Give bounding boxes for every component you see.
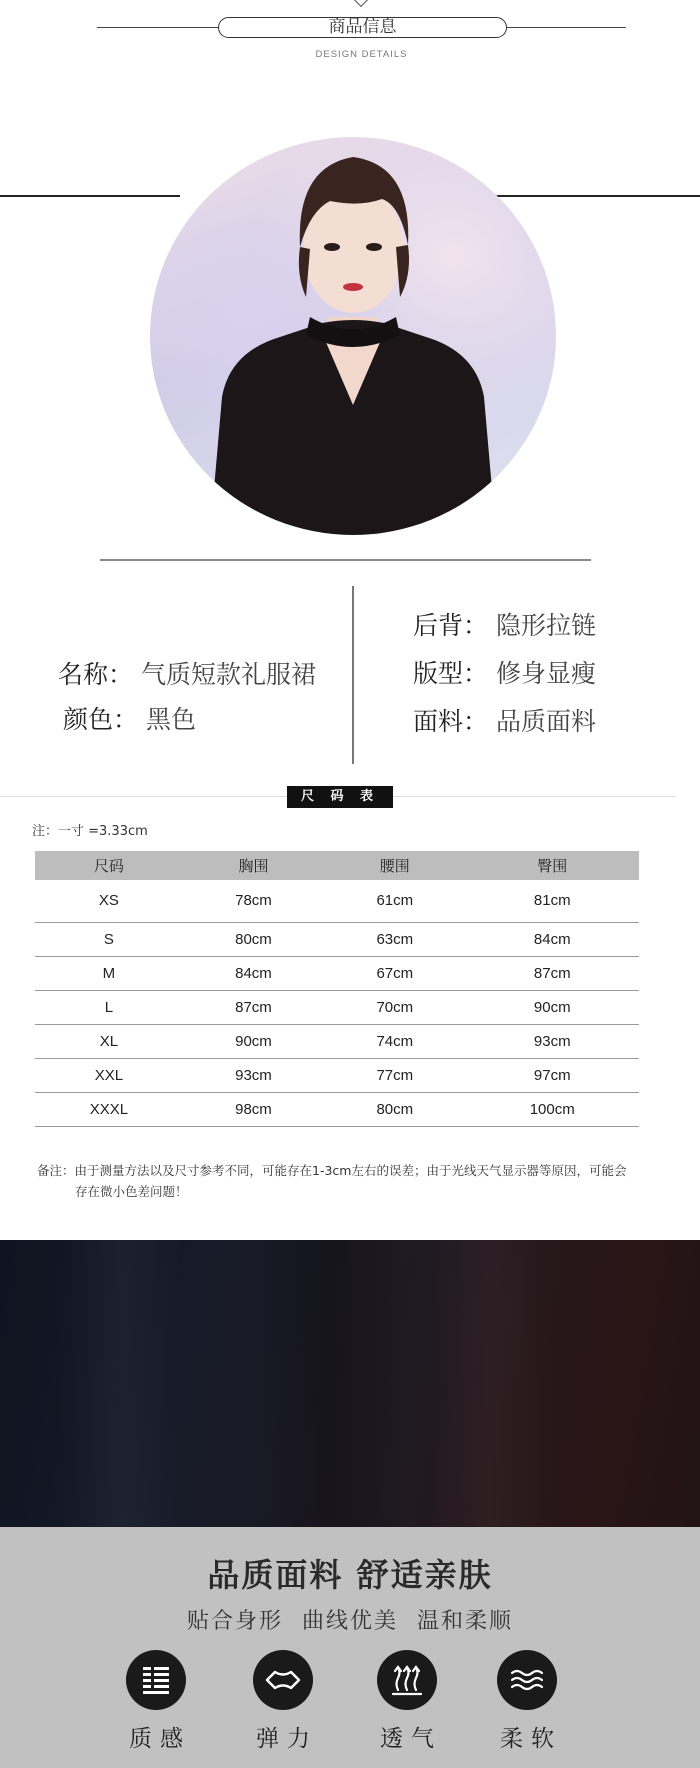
info-fabric-label: 面料：	[413, 707, 489, 736]
info-back	[413, 606, 596, 642]
table-row	[35, 1024, 639, 1058]
cell-bust: 98cm	[183, 1092, 324, 1126]
cell-bust: 78cm	[183, 880, 324, 922]
fabric-title: 品质面料 舒适亲肤	[207, 1556, 493, 1594]
feature-texture-label: 质感	[129, 1726, 191, 1752]
breathable-icon	[377, 1650, 437, 1710]
model-portrait-image	[150, 137, 556, 535]
info-divider	[352, 586, 354, 764]
feature-soft-label: 柔软	[500, 1726, 562, 1752]
cell-size: XS	[35, 880, 183, 922]
header-line-right	[505, 27, 626, 28]
header-hip: 臀围	[465, 851, 639, 880]
table-row	[35, 990, 639, 1024]
table-row	[35, 956, 639, 990]
size-note: 注：一寸 =3.33cm	[32, 824, 148, 839]
header-bust: 胸围	[183, 851, 324, 880]
cell-hip: 100cm	[465, 1092, 639, 1126]
feature-soft	[472, 1650, 582, 1753]
cell-hip: 87cm	[465, 956, 639, 990]
cell-size: XL	[35, 1024, 183, 1058]
size-table-header	[35, 851, 639, 880]
info-name	[58, 655, 316, 691]
info-color-value: 黑色	[146, 705, 197, 734]
cell-waist: 80cm	[324, 1092, 465, 1126]
disclaimer-line-1: 备注：由于测量方法以及尺寸参考不同，可能存在1-3cm左右的误差；由于光线天气显示器等原因，可能会	[37, 1163, 627, 1178]
cell-size: S	[35, 922, 183, 956]
info-name-label: 名称：	[58, 660, 134, 689]
cell-bust: 93cm	[183, 1058, 324, 1092]
table-row	[35, 1058, 639, 1092]
table-row	[35, 922, 639, 956]
cell-bust: 90cm	[183, 1024, 324, 1058]
table-row	[35, 1092, 639, 1126]
cell-waist: 70cm	[324, 990, 465, 1024]
cell-hip: 90cm	[465, 990, 639, 1024]
header-line-left	[97, 27, 220, 28]
cell-waist: 77cm	[324, 1058, 465, 1092]
info-fit	[413, 654, 596, 690]
section-title-pill	[218, 17, 507, 38]
cell-waist: 74cm	[324, 1024, 465, 1058]
feature-texture	[101, 1650, 211, 1753]
header-waist: 腰围	[324, 851, 465, 880]
feature-breathable-label: 透气	[380, 1726, 442, 1752]
info-fit-value: 修身显瘦	[496, 659, 597, 688]
cell-waist: 61cm	[324, 880, 465, 922]
info-fabric	[413, 702, 596, 738]
section-divider	[100, 559, 591, 561]
info-back-value: 隐形拉链	[496, 611, 597, 640]
cell-size: XXL	[35, 1058, 183, 1092]
texture-icon	[126, 1650, 186, 1710]
table-row	[35, 880, 639, 922]
fabric-fold	[430, 1240, 550, 1540]
cell-bust: 80cm	[183, 922, 324, 956]
cell-waist: 67cm	[324, 956, 465, 990]
size-table	[35, 851, 639, 1127]
section-title: 商品信息	[328, 17, 397, 37]
cell-hip: 81cm	[465, 880, 639, 922]
section-subtitle: DESIGN DETAILS	[315, 49, 408, 60]
info-fit-label: 版型：	[413, 659, 489, 688]
fabric-subtitle: 贴合身形 曲线优美 温和柔顺	[187, 1609, 513, 1634]
diamond-ornament-icon	[354, 0, 368, 7]
feature-breathable	[352, 1650, 462, 1753]
cell-hip: 93cm	[465, 1024, 639, 1058]
info-back-label: 后背：	[413, 611, 489, 640]
feature-stretch	[228, 1650, 338, 1753]
info-fabric-value: 品质面料	[496, 707, 597, 736]
cell-hip: 97cm	[465, 1058, 639, 1092]
info-color	[63, 700, 196, 736]
size-chart-title: 尺 码 表	[287, 786, 393, 808]
header-size: 尺码	[35, 851, 183, 880]
cell-size: M	[35, 956, 183, 990]
cell-bust: 84cm	[183, 956, 324, 990]
soft-icon	[497, 1650, 557, 1710]
fabric-fold	[60, 1240, 180, 1540]
cell-waist: 63cm	[324, 922, 465, 956]
disclaimer-line-2: 存在微小色差问题！	[75, 1184, 188, 1199]
disclaimer	[37, 1160, 667, 1202]
cell-hip: 84cm	[465, 922, 639, 956]
stretch-icon	[253, 1650, 313, 1710]
info-color-label: 颜色：	[63, 705, 139, 734]
cell-size: XXXL	[35, 1092, 183, 1126]
cell-bust: 87cm	[183, 990, 324, 1024]
info-name-value: 气质短款礼服裙	[141, 660, 317, 689]
cell-size: L	[35, 990, 183, 1024]
fabric-fold	[250, 1240, 410, 1540]
feature-stretch-label: 弹力	[256, 1726, 318, 1752]
